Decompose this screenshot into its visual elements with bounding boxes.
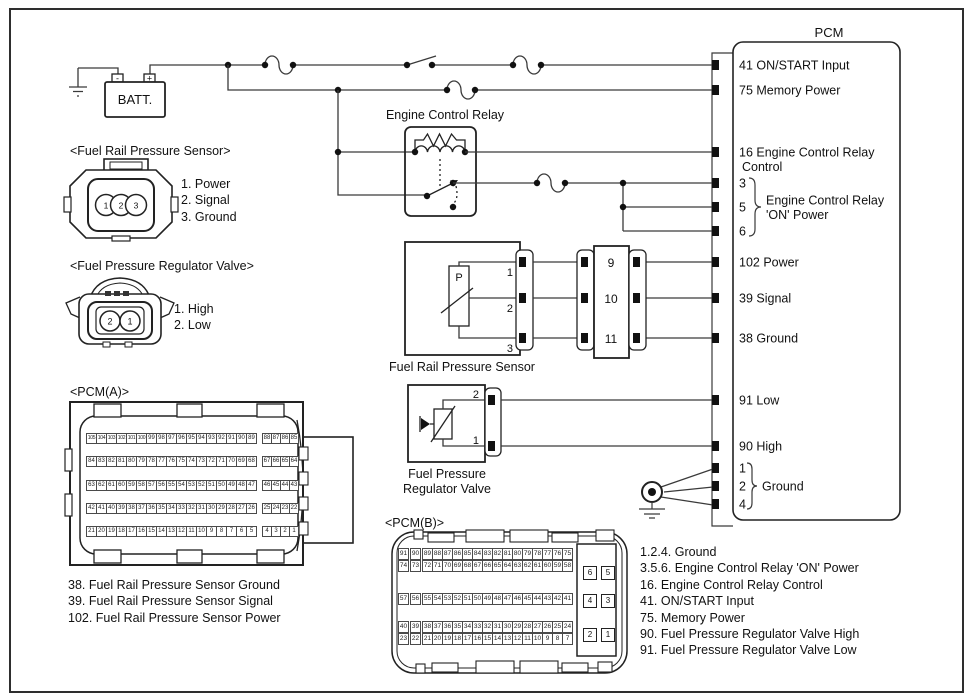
pcm-pin2-label: 2 — [739, 479, 746, 494]
pin-cell: 50 — [216, 480, 227, 491]
pcm-a-row — [86, 480, 298, 491]
pin-cell: 30 — [502, 621, 513, 633]
pin-cell: 33 — [472, 621, 483, 633]
pcm-pin6-label: 6 — [739, 224, 746, 239]
pin-cell: 8 — [216, 526, 227, 537]
pin-cell: 27 — [236, 503, 247, 514]
pin-cell: 47 — [502, 593, 513, 605]
legend-item: 16. Engine Control Relay Control — [640, 577, 823, 592]
pin-cell: 64 — [502, 560, 513, 572]
inline-connector-pin11: 11 — [604, 332, 618, 346]
pcm-ground-label: Ground — [762, 479, 804, 494]
pcm-b-large-cell: 6 — [583, 566, 597, 580]
pin-cell: 25 — [262, 503, 272, 514]
pin-cell: 53 — [442, 593, 453, 605]
pin-cell: 18 — [116, 526, 127, 537]
pin-cell: 9 — [206, 526, 217, 537]
pin-cell: 59 — [552, 560, 563, 572]
valve-solenoid-arrow — [421, 418, 430, 430]
pin-cell: 76 — [552, 548, 563, 560]
inline-connector-pin10: 10 — [604, 292, 618, 306]
pcm-pin16-label-line2: Control — [742, 160, 783, 174]
pin-cell: 8 — [552, 633, 563, 645]
pcm-b-large-cell: 5 — [601, 566, 615, 580]
pin-cell: 30 — [206, 503, 217, 514]
pin-cell: 73 — [410, 560, 421, 572]
pin-cell: 11 — [186, 526, 197, 537]
pcm-pin39-label: 39 Signal — [739, 291, 792, 306]
fprv-connector-title: <Fuel Pressure Regulator Valve> — [70, 259, 254, 273]
sensor-box-label: Fuel Rail Pressure Sensor — [389, 360, 535, 374]
pin-cell: 12 — [512, 633, 523, 645]
pin-cell: 92 — [216, 433, 227, 444]
inline-connector-pin9: 9 — [607, 256, 615, 270]
pin-cell: 81 — [502, 548, 513, 560]
battery-plus-sign: + — [146, 73, 153, 84]
pin-cell: 1 — [289, 526, 299, 537]
pin-cell: 88 — [432, 548, 443, 560]
pin-cell: 71 — [432, 560, 443, 572]
pin-cell: 56 — [156, 480, 167, 491]
pin-cell: 31 — [492, 621, 503, 633]
valve-box-label-line1: Fuel Pressure — [408, 467, 486, 481]
pin-cell: 55 — [422, 593, 433, 605]
pin-cell: 54 — [176, 480, 187, 491]
sensor-pin3-label: 3 — [506, 343, 513, 355]
sensor-pin1-label: 1 — [506, 267, 513, 279]
pcm-a-row — [86, 503, 298, 514]
pin-cell: 79 — [136, 456, 147, 467]
pin-cell: 100 — [136, 433, 147, 444]
valve-box-label-line2: Regulator Valve — [402, 482, 492, 496]
pin-cell: 26 — [542, 621, 553, 633]
pin-cell: 96 — [176, 433, 187, 444]
pcm-title: PCM — [814, 25, 844, 40]
frps-legend — [181, 176, 237, 225]
sensor-pin2-label: 2 — [506, 303, 513, 315]
pin-cell: 82 — [492, 548, 503, 560]
pin-cell: 46 — [512, 593, 523, 605]
pin-cell: 42 — [86, 503, 97, 514]
pin-cell: 62 — [522, 560, 533, 572]
legend-item: 1. High — [174, 302, 214, 316]
pin-cell: 84 — [86, 456, 97, 467]
pin-cell: 13 — [502, 633, 513, 645]
pin-cell: 46 — [262, 480, 272, 491]
pin-cell: 58 — [562, 560, 573, 572]
pin-cell: 70 — [442, 560, 453, 572]
pcm-pin41-label: 41 ON/START Input — [739, 58, 850, 73]
fprv-cavity1-label: 1 — [127, 316, 133, 327]
pin-cell: 49 — [226, 480, 237, 491]
pin-cell: 104 — [96, 433, 107, 444]
battery-label: BATT. — [117, 92, 153, 107]
valve-pin1-label: 1 — [472, 435, 479, 447]
pcm-b-large-cell: 2 — [583, 628, 597, 642]
pin-cell: 19 — [442, 633, 453, 645]
engine-control-relay — [405, 127, 476, 216]
pcm-a-pin-grid — [86, 433, 298, 537]
pin-cell: 28 — [226, 503, 237, 514]
pin-cell: 33 — [176, 503, 187, 514]
valve-pin2-label: 2 — [472, 389, 479, 401]
pin-cell: 105 — [86, 433, 97, 444]
pin-cell: 22 — [410, 633, 421, 645]
pin-cell: 66 — [482, 560, 493, 572]
pcm-a-row — [86, 433, 298, 444]
pcm-pin90-label: 90 High — [739, 439, 783, 454]
pin-cell: 40 — [398, 621, 409, 633]
pin-cell: 60 — [542, 560, 553, 572]
pin-cell: 77 — [156, 456, 167, 467]
ground-dot — [648, 488, 656, 496]
pin-cell: 42 — [552, 593, 563, 605]
pin-cell: 88 — [262, 433, 272, 444]
pin-cell: 39 — [116, 503, 127, 514]
pcm-pin102-label: 102 Power — [739, 255, 799, 270]
pin-cell: 16 — [472, 633, 483, 645]
pin-cell: 31 — [196, 503, 207, 514]
pin-cell: 47 — [246, 480, 257, 491]
pin-cell: 51 — [206, 480, 217, 491]
pin-cell: 59 — [126, 480, 137, 491]
pin-cell: 83 — [482, 548, 493, 560]
pin-cell: 86 — [452, 548, 463, 560]
pcm-b-row — [398, 633, 572, 645]
pin-cell: 14 — [492, 633, 503, 645]
pin-cell: 17 — [126, 526, 137, 537]
pin-cell: 2 — [280, 526, 290, 537]
pcm-pin-squares — [712, 60, 719, 509]
pin-cell: 72 — [206, 456, 217, 467]
frps-cavity1-label: 1 — [103, 200, 109, 211]
pcm-a-row — [86, 526, 298, 537]
pin-cell: 72 — [422, 560, 433, 572]
pin-cell: 51 — [462, 593, 473, 605]
frps-cavity3-label: 3 — [133, 200, 139, 211]
pin-cell: 24 — [562, 621, 573, 633]
pin-cell: 63 — [86, 480, 97, 491]
pin-cell: 26 — [246, 503, 257, 514]
pin-cell: 71 — [216, 456, 227, 467]
pcm-pin75-label: 75 Memory Power — [739, 83, 841, 98]
legend-item: 3. Ground — [181, 209, 237, 224]
pin-cell: 85 — [462, 548, 473, 560]
pin-cell: 40 — [106, 503, 117, 514]
pin-cell: 35 — [452, 621, 463, 633]
pin-cell: 89 — [422, 548, 433, 560]
legend-item: 39. Fuel Rail Pressure Sensor Signal — [68, 594, 273, 609]
pin-cell: 103 — [106, 433, 117, 444]
pin-cell: 68 — [246, 456, 257, 467]
pin-cell: 50 — [472, 593, 483, 605]
pin-cell: 34 — [462, 621, 473, 633]
fprv-cavity2-label: 2 — [107, 316, 113, 327]
pin-cell: 65 — [492, 560, 503, 572]
pin-cell: 99 — [146, 433, 157, 444]
pin-cell: 15 — [482, 633, 493, 645]
pin-cell: 20 — [96, 526, 107, 537]
pin-cell: 90 — [236, 433, 247, 444]
pcm-b-row — [398, 593, 572, 605]
pin-cell: 7 — [562, 633, 573, 645]
legend-item: 38. Fuel Rail Pressure Sensor Ground — [68, 578, 280, 592]
pin-cell: 52 — [196, 480, 207, 491]
pcm-b-large-cell: 1 — [601, 628, 615, 642]
relay-title: Engine Control Relay — [385, 108, 505, 122]
pin-cell: 11 — [522, 633, 533, 645]
legend-item: 1. Power — [181, 177, 231, 191]
pcm-pin4-label: 4 — [739, 497, 746, 512]
pin-cell: 27 — [532, 621, 543, 633]
pin-cell: 54 — [432, 593, 443, 605]
pin-cell: 43 — [542, 593, 553, 605]
pin-cell: 28 — [522, 621, 533, 633]
pin-cell: 17 — [462, 633, 473, 645]
pin-cell: 74 — [398, 560, 409, 572]
pin-cell: 87 — [271, 433, 281, 444]
pin-cell: 53 — [186, 480, 197, 491]
pin-cell: 87 — [442, 548, 453, 560]
pin-cell: 24 — [271, 503, 281, 514]
pin-cell: 91 — [226, 433, 237, 444]
fuel-rail-pressure-sensor-box — [405, 242, 520, 355]
pin-cell: 73 — [196, 456, 207, 467]
pcm-pin38-label: 38 Ground — [739, 331, 799, 346]
pin-cell: 66 — [271, 456, 281, 467]
pin-cell: 3 — [271, 526, 281, 537]
pin-cell: 81 — [116, 456, 127, 467]
pin-cell: 52 — [452, 593, 463, 605]
pin-cell: 48 — [492, 593, 503, 605]
pin-cell: 23 — [280, 503, 290, 514]
sensor-symbol-p: P — [455, 272, 463, 284]
pin-cell: 57 — [398, 593, 409, 605]
pin-cell: 82 — [106, 456, 117, 467]
pin-cell: 91 — [398, 548, 409, 560]
pcm-pin16-label-line1: 16 Engine Control Relay — [739, 145, 875, 160]
legend-item: 2. Low — [174, 318, 211, 333]
pcm-b-legend — [640, 544, 859, 659]
pin-cell: 65 — [280, 456, 290, 467]
pcm-b-row — [398, 621, 572, 633]
pin-cell: 29 — [512, 621, 523, 633]
pcm-a-row — [86, 456, 298, 467]
pin-cell: 23 — [398, 633, 409, 645]
pcm-relay-on-label-line1: Engine Control Relay — [766, 193, 885, 208]
pin-cell: 13 — [166, 526, 177, 537]
pin-cell: 34 — [166, 503, 177, 514]
frps-connector-title: <Fuel Rail Pressure Sensor> — [70, 144, 231, 158]
pcm-a-title: <PCM(A)> — [70, 385, 130, 399]
pcm-b-row — [398, 548, 572, 560]
pin-cell: 69 — [236, 456, 247, 467]
legend-item: 91. Fuel Pressure Regulator Valve Low — [640, 643, 857, 658]
pin-cell: 45 — [271, 480, 281, 491]
legend-item: 1.2.4. Ground — [640, 545, 717, 559]
pin-cell: 10 — [196, 526, 207, 537]
pin-cell: 5 — [246, 526, 257, 537]
wire-relay-feed — [338, 90, 427, 195]
legend-item: 75. Memory Power — [640, 610, 745, 625]
pin-cell: 15 — [146, 526, 157, 537]
pcm-pin91-label: 91 Low — [739, 393, 780, 408]
pin-cell: 35 — [156, 503, 167, 514]
pin-cell: 85 — [289, 433, 299, 444]
pin-cell: 37 — [432, 621, 443, 633]
pcm-pin3-label: 3 — [739, 176, 746, 191]
pin-cell: 55 — [166, 480, 177, 491]
pin-cell: 44 — [280, 480, 290, 491]
pcm-b-large-cell: 3 — [601, 594, 615, 608]
pcm-b-row — [398, 560, 572, 572]
pin-cell: 101 — [126, 433, 137, 444]
pin-cell: 67 — [262, 456, 272, 467]
pin-cell: 16 — [136, 526, 147, 537]
pin-cell: 102 — [116, 433, 127, 444]
pcm-relay-on-label-line2: 'ON' Power — [766, 208, 829, 222]
pcm-a-legend — [68, 577, 281, 626]
pin-cell: 78 — [146, 456, 157, 467]
pin-cell: 74 — [186, 456, 197, 467]
pin-cell: 79 — [522, 548, 533, 560]
pin-cell: 61 — [532, 560, 543, 572]
pin-cell: 4 — [262, 526, 272, 537]
battery-minus-sign: - — [116, 73, 119, 84]
pin-cell: 63 — [512, 560, 523, 572]
pcm-b-title: <PCM(B)> — [385, 516, 445, 530]
pin-cell: 48 — [236, 480, 247, 491]
pin-cell: 75 — [176, 456, 187, 467]
pin-cell: 38 — [422, 621, 433, 633]
pin-cell: 77 — [542, 548, 553, 560]
pin-cell: 14 — [156, 526, 167, 537]
pin-cell: 67 — [472, 560, 483, 572]
pin-cell: 70 — [226, 456, 237, 467]
pin-cell: 44 — [532, 593, 543, 605]
pin-cell: 37 — [136, 503, 147, 514]
pin-cell: 39 — [410, 621, 421, 633]
pin-cell: 89 — [246, 433, 257, 444]
pin-cell: 58 — [136, 480, 147, 491]
wire-on-start — [228, 56, 713, 74]
junction-dot-coil — [335, 149, 341, 155]
pin-cell: 80 — [126, 456, 137, 467]
pcm-pin5-label: 5 — [739, 200, 746, 215]
pin-cell: 95 — [186, 433, 197, 444]
pin-cell: 68 — [462, 560, 473, 572]
frps-cavity2-label: 2 — [118, 200, 124, 211]
pin-cell: 9 — [542, 633, 553, 645]
pin-cell: 64 — [289, 456, 299, 467]
pin-cell: 21 — [86, 526, 97, 537]
wire-memory-power — [228, 65, 713, 99]
pin-cell: 57 — [146, 480, 157, 491]
pin-cell: 69 — [452, 560, 463, 572]
legend-item: 41. ON/START Input — [640, 594, 754, 609]
pin-cell: 32 — [482, 621, 493, 633]
pin-cell: 56 — [410, 593, 421, 605]
pin-cell: 60 — [116, 480, 127, 491]
pin-cell: 75 — [562, 548, 573, 560]
pin-cell: 19 — [106, 526, 117, 537]
pin-cell: 10 — [532, 633, 543, 645]
valve-connector-shell — [485, 388, 501, 456]
pin-cell: 83 — [96, 456, 107, 467]
wire-relay-on-power — [453, 174, 713, 231]
pin-cell: 97 — [166, 433, 177, 444]
pin-cell: 43 — [289, 480, 299, 491]
pin-cell: 20 — [432, 633, 443, 645]
pin-cell: 25 — [552, 621, 563, 633]
pin-cell: 7 — [226, 526, 237, 537]
pin-cell: 32 — [186, 503, 197, 514]
legend-item: 2. Signal — [181, 193, 230, 208]
legend-item: 90. Fuel Pressure Regulator Valve High — [640, 627, 860, 642]
pin-cell: 90 — [410, 548, 421, 560]
pin-cell: 98 — [156, 433, 167, 444]
pin-cell: 29 — [216, 503, 227, 514]
legend-item: 102. Fuel Rail Pressure Sensor Power — [68, 610, 281, 625]
sensor-connector-shell — [516, 250, 533, 350]
pcm-b-large-cell: 4 — [583, 594, 597, 608]
valve-wires — [501, 400, 713, 446]
pin-cell: 36 — [442, 621, 453, 633]
pin-cell: 49 — [482, 593, 493, 605]
pin-cell: 38 — [126, 503, 137, 514]
pin-cell: 93 — [206, 433, 217, 444]
pin-cell: 6 — [236, 526, 247, 537]
pin-cell: 41 — [562, 593, 573, 605]
pin-cell: 76 — [166, 456, 177, 467]
pin-cell: 62 — [96, 480, 107, 491]
wire-junction-dots-356 — [534, 180, 626, 210]
pin-cell: 84 — [472, 548, 483, 560]
pin-cell: 45 — [522, 593, 533, 605]
pin-cell: 61 — [106, 480, 117, 491]
fprv-legend — [174, 301, 214, 334]
pcm-b-pin-grid — [398, 548, 578, 648]
pin-cell: 21 — [422, 633, 433, 645]
pin-cell: 36 — [146, 503, 157, 514]
pin-cell: 86 — [280, 433, 290, 444]
pin-cell: 94 — [196, 433, 207, 444]
pin-cell: 41 — [96, 503, 107, 514]
pin-cell: 80 — [512, 548, 523, 560]
fprv-connector-face — [66, 278, 174, 347]
pin-cell: 78 — [532, 548, 543, 560]
pcm-pin1-label: 1 — [739, 461, 746, 476]
pin-cell: 22 — [289, 503, 299, 514]
pin-cell: 18 — [452, 633, 463, 645]
legend-item: 3.5.6. Engine Control Relay 'ON' Power — [640, 561, 859, 576]
pin-cell: 12 — [176, 526, 187, 537]
